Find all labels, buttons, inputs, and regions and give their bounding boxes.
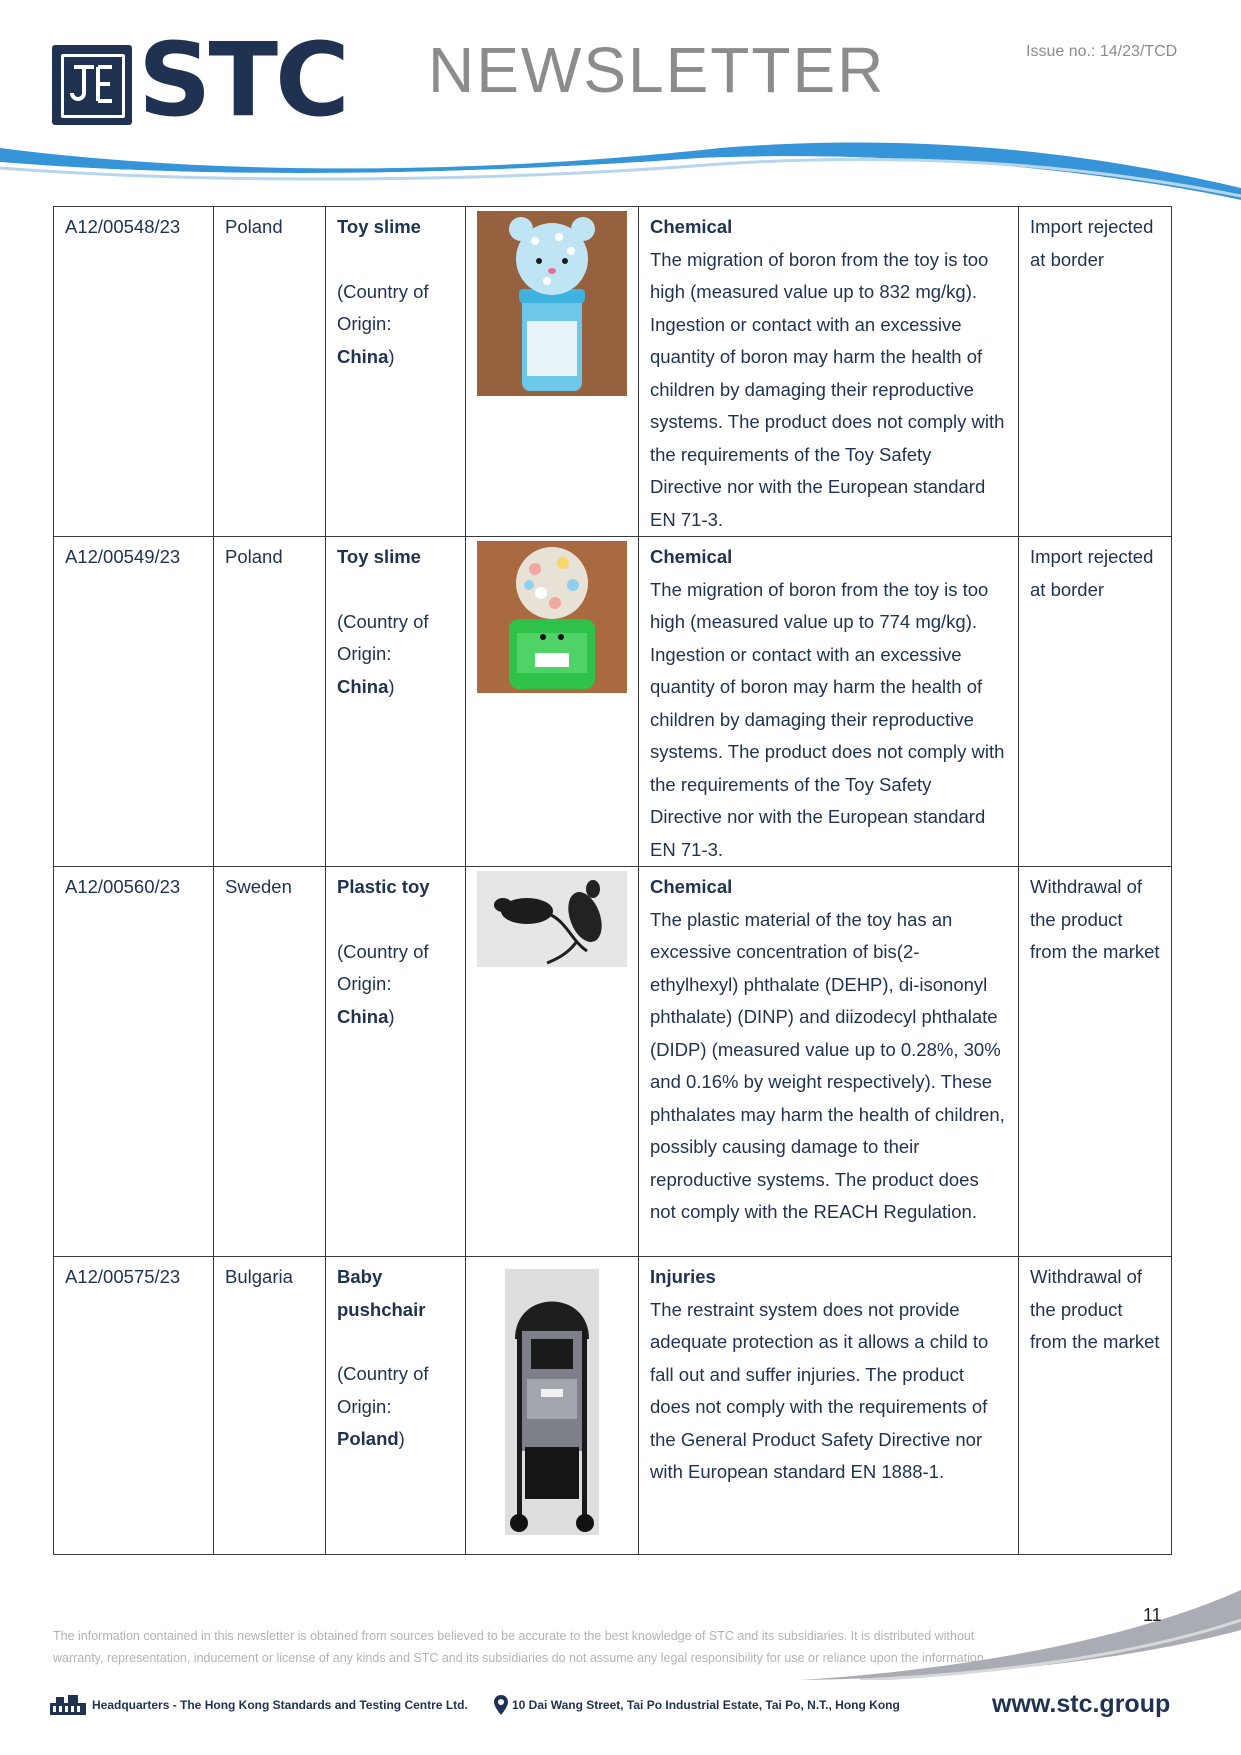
notifying-country: Sweden <box>214 867 326 1257</box>
origin-country: China <box>337 675 389 697</box>
stc-logo-text: STC <box>138 21 347 140</box>
origin-open: (Country of <box>337 610 429 632</box>
newsletter-title: NEWSLETTER <box>428 34 886 106</box>
logo-mark-glyph <box>52 45 132 125</box>
blue-bear-slime-jar-image <box>477 211 627 396</box>
reference-number: A12/00548/23 <box>54 207 214 537</box>
origin-label: Origin: <box>337 973 392 994</box>
origin-country: Poland <box>337 1428 399 1449</box>
table-row <box>54 537 1172 867</box>
stc-logo-mark <box>52 45 132 125</box>
risk-cell <box>639 537 1019 867</box>
location-pin-icon <box>494 1695 508 1715</box>
risk-description: The migration of boron from the toy is too high (measured value up to 774 mg/kg). Ingestion or contact with an excessive quantity of boron may harm the health of children by damaging their reproductive systems. The product does not comply with the requirements of the Toy Safety Directive nor with the European standard EN 71-3. <box>650 578 1005 860</box>
reference-number: A12/00575/23 <box>54 1257 214 1555</box>
origin-label: Origin: <box>337 313 392 334</box>
origin-country: China <box>337 345 389 367</box>
product-cell <box>326 1257 466 1555</box>
green-slime-jar-image <box>477 541 627 693</box>
risk-type: Injuries <box>650 1266 716 1287</box>
origin-close: ) <box>388 1005 395 1027</box>
page-number: 11 <box>1143 1605 1162 1625</box>
website-link[interactable]: www.stc.group <box>992 1690 1171 1718</box>
measures-taken: Import rejected at border <box>1019 207 1172 537</box>
issue-number: Issue no.: 14/23/TCD <box>1026 43 1178 60</box>
risk-cell <box>639 207 1019 537</box>
product-name: Plastic toy <box>337 876 430 897</box>
measures-taken: Withdrawal of the product from the market <box>1019 1257 1172 1555</box>
risk-description: The plastic material of the toy has an excessive concentration of bis(2-ethylhexyl) phthalate (DEHP), di-isononyl phthalate) (DINP) and diizodecyl phthalate (DIDP) (measured value up to 0.28%, 30% and 0.16% by weight respectively). These phthalates may harm the health of children, possibly causing damage to their reproductive systems. The product does not comply with the REACH Regulation. <box>650 908 1005 1222</box>
product-name: Toy slime <box>337 546 421 567</box>
product-name: Baby pushchair <box>337 1266 426 1320</box>
product-cell <box>326 867 466 1257</box>
origin-close: ) <box>388 345 395 367</box>
headquarters-label: Headquarters - The Hong Kong Standards and Testing Centre Ltd. <box>92 1698 468 1712</box>
product-image-cell <box>466 1257 639 1555</box>
black-plastic-rats-image <box>477 871 627 967</box>
reference-number: A12/00560/23 <box>54 867 214 1257</box>
address-label: 10 Dai Wang Street, Tai Po Industrial Estate, Tai Po, N.T., Hong Kong <box>512 1698 900 1712</box>
risk-cell <box>639 1257 1019 1555</box>
risk-cell <box>639 867 1019 1257</box>
grey-baby-pushchair-image <box>505 1269 599 1535</box>
product-image-cell <box>466 867 639 1257</box>
risk-description: The migration of boron from the toy is too high (measured value up to 832 mg/kg). Ingestion or contact with an excessive quantity of boron may harm the health of children by damaging their reproductive systems. The product does not comply with the requirements of the Toy Safety Directive nor with the European standard EN 71-3. <box>650 248 1005 530</box>
product-alert-table <box>53 206 1172 1555</box>
product-cell <box>326 207 466 537</box>
origin-close: ) <box>398 1428 405 1449</box>
origin-label: Origin: <box>337 643 392 664</box>
table-row <box>54 207 1172 537</box>
origin-open: (Country of <box>337 1363 429 1384</box>
disclaimer-text: The information contained in this newsletter is obtained from sources believed to be accurate to the best knowledge of STC and its subsidiaries. It is distributed without warranty, representation, inducement or license of any kinds and STC and its subsidiaries do not assume any legal responsibility for use or reliance upon the information. <box>53 1629 988 1665</box>
table-row <box>54 1257 1172 1555</box>
origin-label: Origin: <box>337 1395 392 1417</box>
origin-close: ) <box>388 675 395 697</box>
header-wave-decoration <box>0 140 1241 200</box>
measures-taken: Withdrawal of the product from the market <box>1019 867 1172 1257</box>
headquarters-info <box>50 1694 468 1716</box>
origin-open: (Country of <box>337 280 429 302</box>
measures-taken: Import rejected at border <box>1019 537 1172 867</box>
risk-type: Chemical <box>650 876 733 897</box>
notifying-country: Bulgaria <box>214 1257 326 1555</box>
reference-number: A12/00549/23 <box>54 537 214 867</box>
building-icon <box>50 1695 86 1715</box>
product-image-cell <box>466 537 639 867</box>
notifying-country: Poland <box>214 207 326 537</box>
risk-type: Chemical <box>650 546 733 567</box>
risk-type: Chemical <box>650 216 733 237</box>
address-info <box>494 1694 900 1716</box>
origin-open: (Country of <box>337 940 429 962</box>
notifying-country: Poland <box>214 537 326 867</box>
origin-country: China <box>337 1005 389 1027</box>
table-row <box>54 867 1172 1257</box>
risk-description: The restraint system does not provide adequate protection as it allows a child to fall out and suffer injuries. The product does not comply with the requirements of the General Product Safety Directive nor with European standard EN 1888-1. <box>650 1298 989 1482</box>
product-cell <box>326 537 466 867</box>
product-name: Toy slime <box>337 216 421 237</box>
product-image-cell <box>466 207 639 537</box>
